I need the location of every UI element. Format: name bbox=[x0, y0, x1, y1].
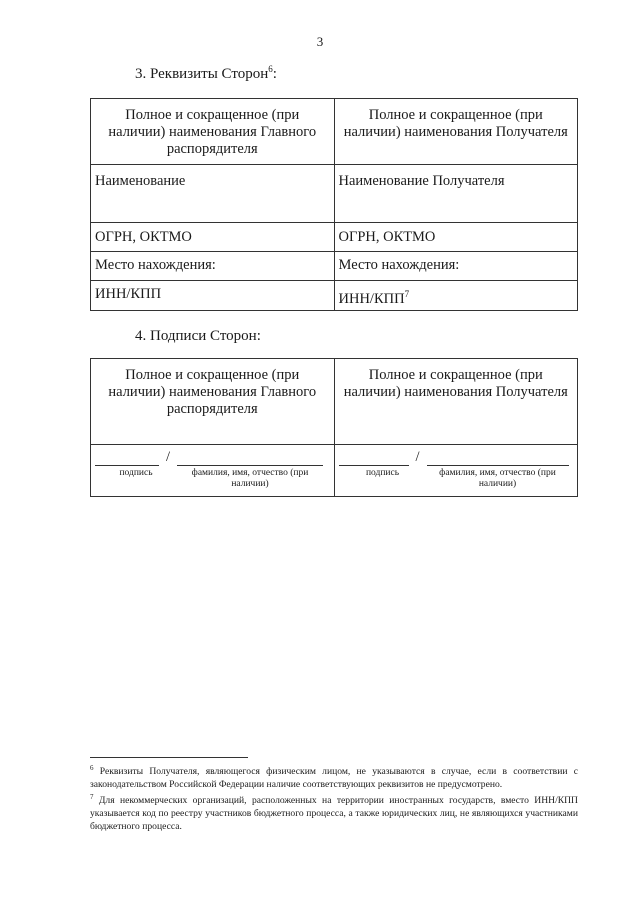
grantor-address-cell: Место нахождения: bbox=[91, 252, 335, 281]
signature-blank bbox=[95, 451, 159, 466]
table-row bbox=[91, 165, 578, 223]
recipient-signature-cell bbox=[334, 445, 578, 497]
slash: / bbox=[415, 449, 420, 465]
name-label: фамилия, имя, отчество (при наличии) bbox=[439, 468, 556, 489]
footnote-ref-7: 7 bbox=[404, 289, 410, 299]
footnote-ref-6: 6 bbox=[268, 64, 273, 74]
signatures-header-recipient: Полное и сокращенное (при наличии) наименования Получателя bbox=[334, 359, 578, 445]
recipient-inn-text: ИНН/КПП bbox=[338, 290, 405, 307]
footnote-7 bbox=[90, 791, 578, 833]
footnote-7-text: Для некоммерческих организаций, расположенных на территории иностранных государств, вместо ИНН/КПП указывается код по реестру участников бюджетного процесса, а также юридических лиц, не являющихся участниками бюджетного процесса. bbox=[90, 795, 578, 833]
section-3-title-text: 3. Реквизиты Сторон bbox=[135, 66, 269, 82]
footnote-7-ref: 7 bbox=[90, 793, 94, 802]
requisites-header-grantor: Полное и сокращенное (при наличии) наименования Главного распорядителя bbox=[91, 99, 335, 165]
name-blank bbox=[177, 451, 323, 466]
requisites-table bbox=[90, 98, 578, 311]
grantor-signature-line bbox=[95, 449, 330, 466]
section-3-title: 3. Реквизиты Сторон$^6$: bbox=[135, 64, 277, 82]
table-row bbox=[91, 252, 578, 281]
recipient-ogrn-cell: ОГРН, ОКТМО bbox=[334, 223, 578, 252]
name-label: фамилия, имя, отчество (при наличии) bbox=[191, 468, 309, 489]
table-row bbox=[91, 223, 578, 252]
footnotes bbox=[90, 762, 578, 833]
footnote-separator bbox=[90, 757, 248, 758]
page-number: 3 bbox=[316, 34, 324, 49]
signatures-header-row bbox=[91, 359, 578, 445]
grantor-signature-cell bbox=[91, 445, 335, 497]
name-blank bbox=[427, 451, 569, 466]
recipient-name-cell: Наименование Получателя bbox=[334, 165, 578, 223]
grantor-signature-labels bbox=[95, 468, 330, 490]
signature-label: подпись bbox=[119, 468, 153, 478]
footnote-6-ref: 6 bbox=[90, 764, 94, 772]
recipient-address-cell: Место нахождения: bbox=[334, 252, 578, 281]
signature-row bbox=[91, 445, 578, 497]
signatures-table bbox=[90, 358, 578, 497]
requisites-header-row bbox=[91, 99, 578, 165]
grantor-name-cell: Наименование bbox=[91, 165, 335, 223]
footnote-6-text: Реквизиты Получателя, являющегося физическим лицом, не указываются в случае, если в соответствии с законодательством Российской Федерации наличие соответствующих реквизитов не предусмотрено. bbox=[90, 766, 578, 791]
footnote-6 bbox=[90, 762, 578, 791]
section-4-title: 4. Подписи Сторон: bbox=[135, 328, 261, 344]
signature-blank bbox=[339, 451, 409, 466]
requisites-header-recipient: Полное и сокращенное (при наличии) наименования Получателя bbox=[334, 99, 578, 165]
grantor-inn-cell: ИНН/КПП bbox=[91, 281, 335, 311]
recipient-signature-labels bbox=[339, 468, 574, 490]
recipient-signature-line bbox=[339, 449, 574, 466]
slash: / bbox=[165, 449, 171, 465]
grantor-ogrn-cell: ОГРН, ОКТМО bbox=[91, 223, 335, 252]
table-row bbox=[91, 281, 578, 311]
signatures-header-grantor: Полное и сокращенное (при наличии) наименования Главного распорядителя bbox=[91, 359, 335, 445]
recipient-inn-cell bbox=[334, 281, 578, 311]
signature-label: подпись bbox=[365, 468, 400, 478]
